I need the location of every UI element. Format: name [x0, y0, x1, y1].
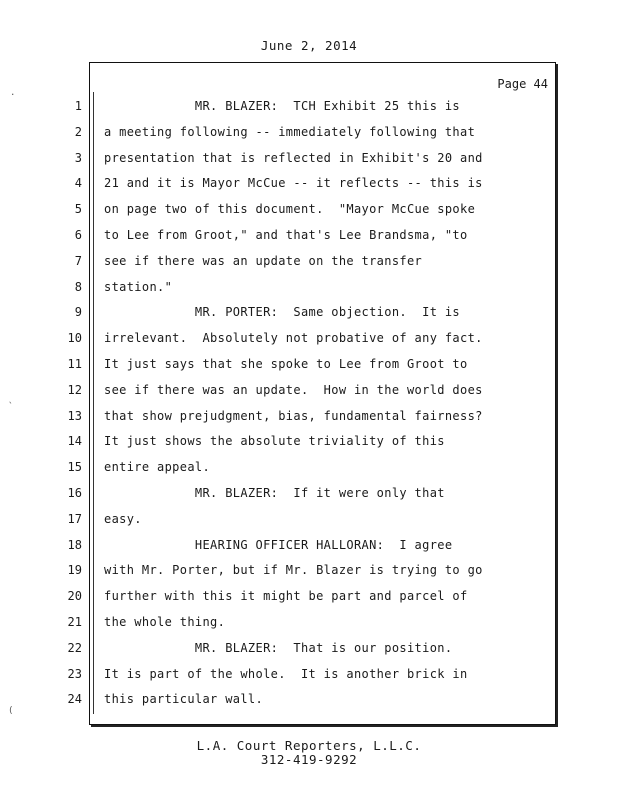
transcript-line: on page two of this document. "Mayor McCue spoke — [104, 202, 476, 217]
line-number: 6 — [74, 228, 82, 242]
transcript-line: this particular wall. — [104, 692, 264, 707]
line-number: 18 — [67, 537, 82, 552]
transcript-line: MR. BLAZER: If it were only that — [104, 486, 445, 500]
transcript-line: see if there was an update. How in the world does — [104, 382, 483, 397]
transcript-line: to Lee from Groot," and that's Lee Brandsma, "to — [104, 228, 468, 242]
transcript-line: presentation that is reflected in Exhibit's 20 and — [104, 150, 483, 165]
line-number: 5 — [74, 202, 82, 217]
transcript-line: It just shows the absolute triviality of this — [104, 434, 445, 449]
transcript-line: It just says that she spoke to Lee from Groot to — [104, 357, 468, 371]
transcript-line: MR. BLAZER: That is our position. — [104, 640, 453, 655]
scan-speck: ( — [8, 706, 14, 716]
margin-rule — [93, 92, 94, 714]
footer-phone: 312-419-9292 — [260, 752, 358, 767]
transcript-line: further with this it might be part and parcel of — [104, 589, 468, 604]
transcript-line: easy. — [104, 511, 142, 526]
line-number: 9 — [74, 305, 82, 320]
transcript-line: 21 and it is Mayor McCue -- it reflects -- this is — [104, 176, 483, 191]
line-number: 2 — [74, 124, 82, 139]
transcript-line: see if there was an update on the transfer — [104, 253, 423, 268]
transcript-line: the whole thing. — [104, 615, 226, 629]
line-number: 7 — [74, 253, 82, 268]
line-number: 13 — [67, 408, 82, 423]
line-number: 10 — [67, 331, 82, 346]
scan-speck: . — [10, 88, 16, 98]
line-number: 23 — [67, 666, 82, 681]
transcript-line: station." — [104, 279, 173, 294]
transcript-line: entire appeal. — [104, 460, 211, 475]
line-number: 1 — [74, 99, 82, 113]
transcript-line: that show prejudgment, bias, fundamental fairness? — [104, 408, 483, 423]
transcript-line: It is part of the whole. It is another brick in — [104, 666, 468, 681]
line-number: 24 — [67, 692, 82, 707]
page-number: Page 44 — [497, 77, 548, 91]
transcript-line: irrelevant. Absolutely not probative of any fact. — [104, 331, 483, 346]
line-number: 17 — [67, 511, 82, 526]
line-number: 15 — [67, 460, 82, 475]
transcript-line: MR. PORTER: Same objection. It is — [104, 305, 461, 320]
line-number: 20 — [67, 589, 82, 604]
line-number: 21 — [67, 615, 82, 629]
transcript-line: a meeting following -- immediately following that — [104, 124, 476, 139]
line-number: 16 — [67, 486, 82, 500]
line-number: 11 — [67, 357, 82, 371]
transcript-line: HEARING OFFICER HALLORAN: I agree — [104, 537, 453, 552]
line-number: 12 — [67, 382, 82, 397]
line-number: 19 — [67, 563, 82, 578]
transcript-line: with Mr. Porter, but if Mr. Blazer is trying to go — [104, 563, 483, 578]
footer-company: L.A. Court Reporters, L.L.C. — [196, 738, 422, 753]
line-number: 4 — [74, 176, 82, 191]
line-number: 22 — [67, 640, 82, 655]
line-number: 3 — [74, 150, 82, 165]
header-date: June 2, 2014 — [260, 38, 358, 53]
line-number: 8 — [74, 279, 82, 294]
transcript-line: MR. BLAZER: TCH Exhibit 25 this is — [104, 99, 461, 113]
line-number: 14 — [67, 434, 82, 449]
scan-speck: ` — [8, 402, 14, 412]
